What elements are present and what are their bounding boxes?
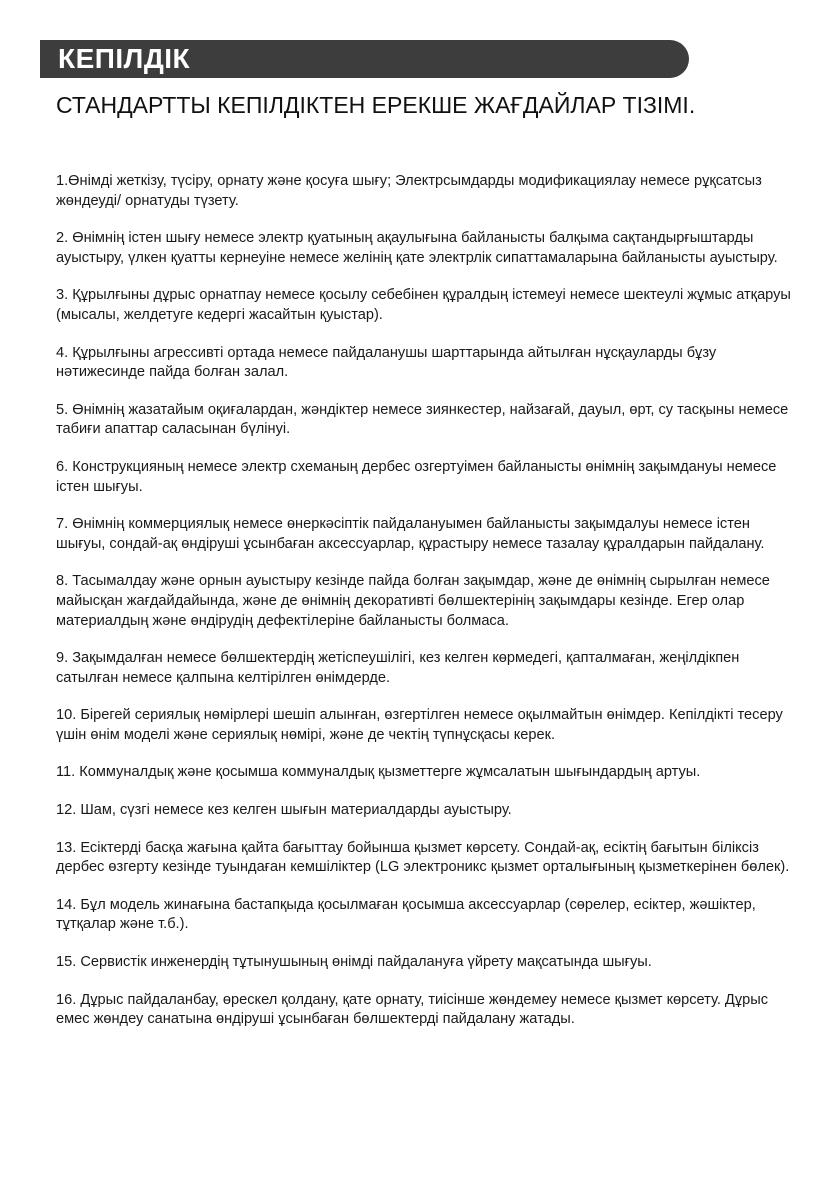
list-item: 5. Өнімнің жазатайым оқиғалардан, жәндіктер немесе зиянкестер, найзағай, дауыл, өрт, су тасқыны немесе табиғи апаттар саласынан бүлінуі. (56, 401, 789, 438)
list-item: 9. Зақымдалған немесе бөлшектердің жетіспеушілігі, кез келген көрмедегі, қапталмаған, жеңілдікпен сатылған немесе қалпына келтірілген өнімдерде. (56, 650, 740, 686)
list-item: 11. Коммуналдық және қосымша коммуналдық қызметтерге жұмсалатын шығындардың артуы. (56, 764, 701, 781)
list-item: 3. Құрылғыны дұрыс орнатпау немесе қосылу себебінен құралдың істемеуі немесе шектеулі жұмыс атқаруы (мысалы, желдетуге кедергі жасайтын қуыстар). (56, 287, 791, 323)
page-title: КЕПІЛДІК (58, 43, 191, 74)
section-subtitle: СТАНДАРТТЫ КЕПІЛДІКТЕН ЕРЕКШЕ ЖАҒДАЙЛАР ТІЗІМІ. (56, 92, 696, 118)
list-item: 7. Өнімнің коммерциялық немесе өнеркәсіптік пайдалануымен байланысты зақымдалуы немесе істен шығуы, сондай-ақ өндіруші ұсынбаған аксессуарлар, құрастыру немесе тазалау құралдарын пайдалану. (56, 516, 765, 552)
list-item: 1.Өнімді жеткізу, түсіру, орнату және қосуға шығу; Электрсымдарды модификациялау немесе рұқсатсыз жөндеуді/ орнатуды түзету. (56, 173, 762, 209)
header-bar (40, 40, 689, 78)
exceptions-list (56, 172, 798, 1048)
list-item: 6. Конструкцияның немесе электр схеманың дербес озгертуімен байланысты өнімнің зақымдануы немесе істен шығуы. (56, 458, 777, 495)
list-item: 4. Құрылғыны агрессивті ортада немесе пайдаланушы шарттарында айтылған нұсқауларды бұзу нәтижесинде пайда болған залал. (56, 344, 717, 381)
list-item: 13. Есіктерді басқа жағына қайта бағыттау бойынша қызмет көрсету. Сондай-ақ, есіктің бағытын біліксіз дербес өзгерту кезінде туындаған кемшіліктер (LG электроникс қызмет орталығының қызметкерінен бөлек). (56, 839, 790, 876)
list-item: 10. Бірегей сериялық нөмірлері шешіп алынған, өзгертілген немесе оқылмайтын өнімдер. Кепілдікті тесеру үшін өнім моделі және сериялық нөмірі, және де чектің түпнұсқасы керек. (56, 707, 783, 743)
list-item: 15. Сервистік инженердің тұтынушының өнімді пайдалануға үйрету мақсатында шығуы. (56, 954, 652, 971)
list-item: 8. Тасымалдау және орнын ауыстыру кезінде пайда болған зақымдар, және де өнімнің сырылған немесе майысқан жағдайдайында, және де өнімнің декоративті бөлшектерінің зақымдары кезінде. Егер олар материалдың және өндірудің дефектілеріне байланысты болмаса. (56, 573, 770, 629)
list-item: 12. Шам, сүзгі немесе кез келген шығын материалдарды ауыстыру. (56, 802, 512, 819)
list-item: 16. Дұрыс пайдаланбау, өрескел қолдану, қате орнату, тиісінше жөндемеу немесе қызмет көрсету. Дұрыс емес жөндеу санатына өндіруші ұсынбаған бөлшектерді пайдалану жатады. (56, 991, 769, 1028)
list-item: 14. Бұл модель жинағына бастапқыда қосылмаған қосымша аксессуарлар (сөрелер, есіктер, жәшіктер, тұтқалар және т.б.). (56, 896, 756, 933)
list-item: 2. Өнімнің істен шығу немесе электр қуатының ақаулығына байланысты балқыма сақтандырғыштарды ауыстыру, үлкен қуатты кернеуіне немесе желінің қате электрлік сипаттамаларына байланысты ауыстыру. (56, 230, 778, 266)
